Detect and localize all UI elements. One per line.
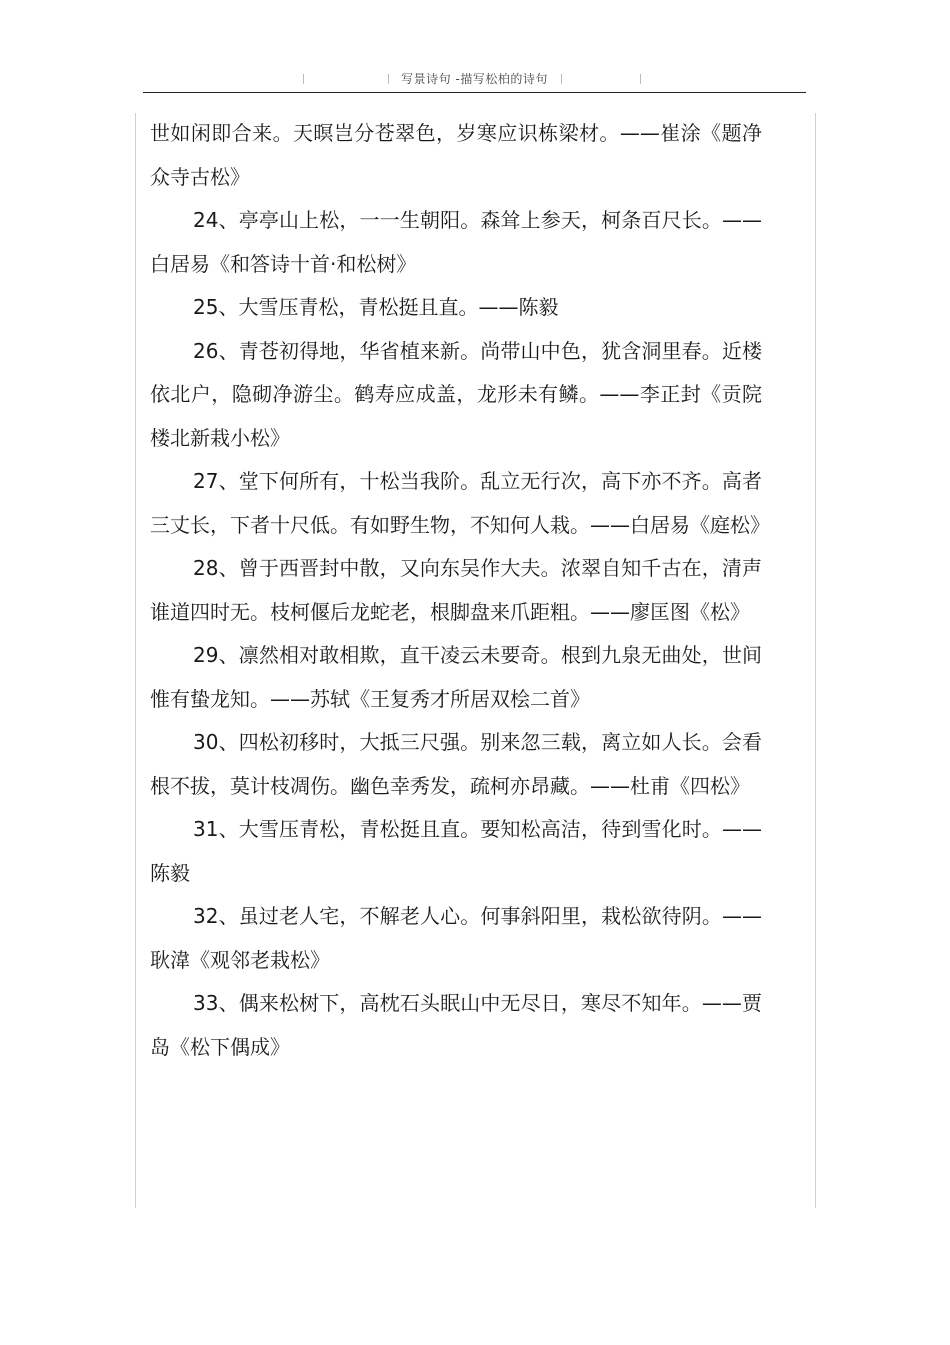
header-divider-mark	[303, 74, 304, 84]
page-header	[143, 66, 806, 93]
poem-entry: 世如闲即合来。天暝岂分苍翠色，岁寒应识栋梁材。——崔涂《题净众寺古松》	[150, 121, 762, 189]
poem-entry: 32、虽过老人宅，不解老人心。何事斜阳里，栽松欲待阴。——耿湋《观邻老栽松》	[150, 904, 762, 972]
page-frame-left	[135, 113, 136, 1208]
header-divider-mark	[640, 74, 641, 84]
poem-entry: 26、青苍初得地，华省植来新。尚带山中色，犹含洞里春。近楼依北户，隐砌净游尘。鹤寿应成盖，龙形未有鳞。——李正封《贡院楼北新栽小松》	[150, 338, 762, 450]
poem-entry: 25、大雪压青松，青松挺且直。——陈毅	[193, 295, 559, 319]
poem-list	[150, 112, 770, 1069]
page-frame-right	[815, 113, 816, 1208]
poem-entry: 31、大雪压青松，青松挺且直。要知松高洁，待到雪化时。——陈毅	[150, 817, 762, 885]
header-divider-mark	[561, 74, 562, 84]
header-title: 写景诗句 -描写松柏的诗句	[401, 72, 548, 86]
header-divider-mark	[388, 74, 389, 84]
poem-entry: 24、亭亭山上松，一一生朝阳。森耸上参天，柯条百尺长。——白居易《和答诗十首·和松树》	[150, 208, 762, 276]
poem-entry: 33、偶来松树下，高枕石头眠山中无尽日，寒尽不知年。——贾岛《松下偶成》	[150, 991, 762, 1059]
poem-entry: 28、曾于西晋封中散，又向东吴作大夫。浓翠自知千古在，清声谁道四时无。枝柯偃后龙蛇老，根脚盘来爪距粗。——廖匡图《松》	[150, 556, 762, 624]
poem-entry: 29、凛然相对敢相欺，直干凌云未要奇。根到九泉无曲处，世间惟有蛰龙知。——苏轼《王复秀才所居双桧二首》	[150, 643, 762, 711]
poem-entry: 30、四松初移时，大抵三尺强。别来忽三载，离立如人长。会看根不拔，莫计枝凋伤。幽色幸秀发，疏柯亦昂藏。——杜甫《四松》	[150, 730, 762, 798]
poem-entry: 27、堂下何所有，十松当我阶。乱立无行次，高下亦不齐。高者三丈长，下者十尺低。有如野生物，不知何人栽。——白居易《庭松》	[150, 469, 770, 537]
